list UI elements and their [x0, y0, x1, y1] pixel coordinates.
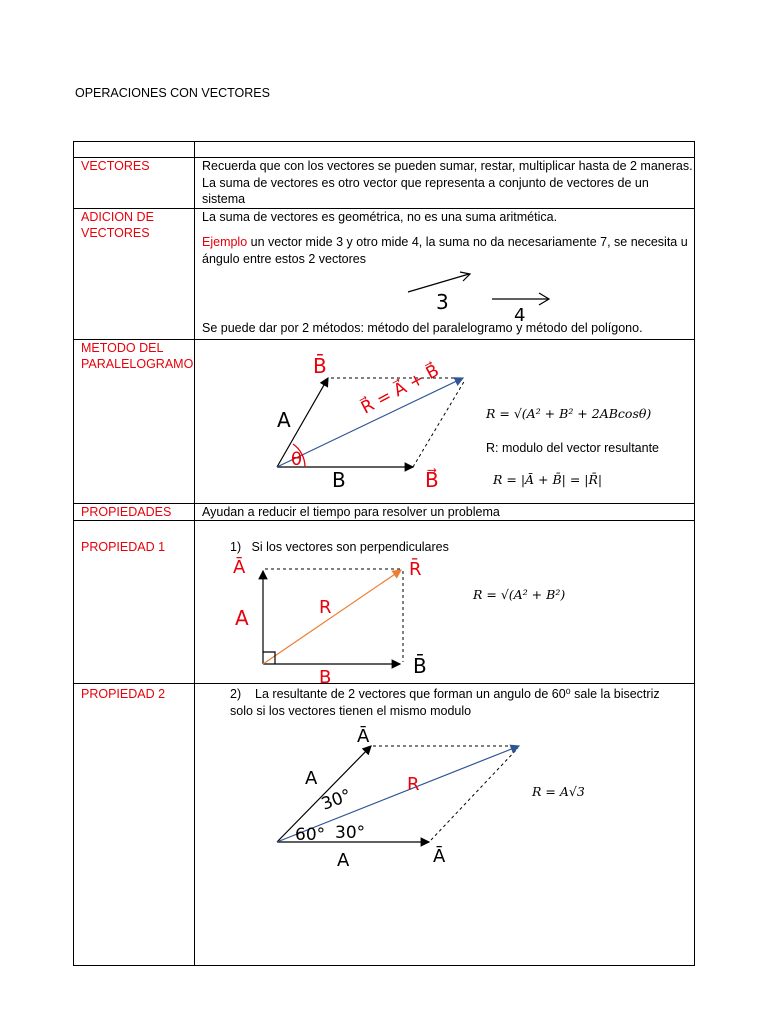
- hand-A-left: A: [305, 768, 318, 789]
- parallelogram-formula: R = √(A² + B² + 2ABcosθ): [486, 405, 652, 421]
- row-content-propiedad2: [195, 684, 695, 966]
- hand-30-upper: 30°: [318, 785, 355, 815]
- hand-Bbar-right: B⃗: [425, 467, 439, 492]
- hand-A-bottom: A: [337, 850, 350, 870]
- hand-Abar-top: Ā: [357, 726, 370, 747]
- propiedad2-formula: R = A√3: [532, 784, 585, 799]
- parallelogram-formula2: R = |Ā + B̄| = |R̄|: [493, 471, 603, 487]
- hand-A: A: [277, 407, 291, 432]
- row-content-paralelogramo: [195, 339, 695, 503]
- hand-Abar-right: Ā: [433, 846, 446, 867]
- hand-30-lower: 30°: [335, 823, 366, 843]
- hand-Rbar: R̄: [409, 559, 422, 580]
- hand-4: 4: [514, 304, 526, 321]
- row-label-vectores: VECTORES: [74, 158, 195, 209]
- page-title: OPERACIONES CON VECTORES: [75, 86, 270, 100]
- propiedad2-heading: [230, 686, 684, 719]
- hand-3: 3: [436, 289, 449, 314]
- propiedad2-heading-text: La resultante de 2 vectores que forman un angulo de 60⁰ sale la bisectriz solo si los vectores tienen el mismo modulo: [230, 687, 660, 718]
- row-content-adicion: [195, 208, 695, 339]
- propiedad1-heading-text: Si los vectores son perpendiculares: [251, 540, 449, 554]
- hand-B-p1: B: [319, 667, 332, 683]
- header-empty-cell-right: [195, 142, 695, 158]
- hand-R-equation: R⃗ = A⃗ + B⃗: [357, 360, 443, 418]
- adicion-line1: La suma de vectores es geométrica, no es una suma aritmética.: [202, 209, 558, 224]
- hand-Abar: Ā: [233, 557, 246, 578]
- hand-R-p1: R: [319, 597, 332, 618]
- vector-operations-table: [73, 141, 695, 966]
- hand-Bbar-p1: B̄: [413, 654, 427, 678]
- adicion-methods: Se puede dar por 2 métodos: método del paralelogramo y método del polígono.: [202, 320, 643, 335]
- example-text: un vector mide 3 y otro mide 4, la suma no da necesariamente 7, se necesita u ángulo entre estos 2 vectores: [202, 235, 688, 266]
- hand-R-p2: R: [407, 774, 420, 795]
- row-label-propiedad2: PROPIEDAD 2: [74, 684, 195, 966]
- example-vectors-sketch: [202, 261, 622, 321]
- hand-60: 60°: [295, 825, 326, 845]
- hand-A-p1: A: [235, 606, 249, 630]
- propiedad1-heading-num: 1): [230, 540, 242, 554]
- hand-B: B: [332, 467, 346, 492]
- propiedad2-heading-num: 2): [230, 687, 242, 701]
- hand-Bbar-top: B̄: [313, 353, 327, 378]
- example-label: Ejemplo: [202, 235, 248, 249]
- row-label-paralelogramo: METODO DEL PARALELOGRAMO: [74, 339, 195, 503]
- header-empty-cell-left: [74, 142, 195, 158]
- row-label-propiedad1: PROPIEDAD 1: [74, 521, 195, 684]
- row-label-adicion: ADICION DE VECTORES: [74, 208, 195, 339]
- sixty-degree-diagram: [195, 720, 555, 870]
- row-label-propiedades: PROPIEDADES: [74, 503, 195, 521]
- hand-theta: θ: [291, 448, 303, 470]
- row-text-vectores: Recuerda que con los vectores se pueden sumar, restar, multiplicar hasta de 2 maneras. La suma de vectores es otro vector que representa a conjunto de vectores de un sistema: [195, 158, 695, 209]
- propiedad1-formula: R = √(A² + B²): [473, 587, 566, 602]
- row-text-propiedades: Ayudan a reducir el tiempo para resolver un problema: [195, 503, 695, 521]
- perpendicular-diagram: [195, 521, 445, 683]
- row-content-propiedad1: [195, 521, 695, 684]
- parallelogram-desc: R: modulo del vector resultante: [486, 440, 660, 455]
